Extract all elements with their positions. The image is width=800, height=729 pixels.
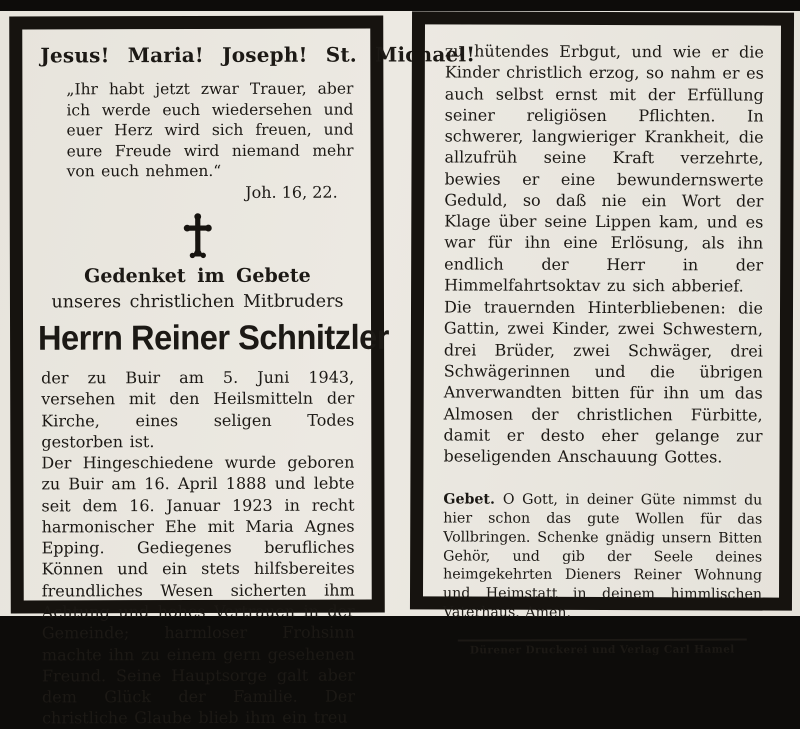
paper-sheet [0,11,800,728]
invocation-heading: Jesus! Maria! Joseph! St. Michael! [40,42,476,68]
prayer-text: O Gott, in deiner Güte nimmst du hier schon das gute Wollen für das Vollbringen. Schenke gnädig unsern Bitten Gehör, und gib der Seele deines heimgekehrten Dieners Reiner Wohnung und Heimstatt in deinem himmlischen Vaterhaus. Amen. [442,491,763,621]
mourners-paragraph: Die trauernden Hinterbliebenen: die Gattin, zwei Kinder, zwei Schwestern, drei Brüder, zwei Schwäger, drei Schwägerinnen und die übrigen Anverwandten bitten für ihn um das Almosen der christlichen Fürbitte, damit er desto eher gelange zur beseligenden Anschauung Gottes. [443,297,764,467]
cross-icon [41,211,354,264]
printer-credit: Dürener Druckerei und Verlag Carl Hamel [458,639,747,657]
memorial-subtitle: unseres christlichen Mitbruders [51,291,344,313]
memorial-intro: Gedenket im Gebete [84,264,311,288]
memorial-card-left-page [9,16,476,728]
prayer-label: Gebet. [443,491,495,508]
deceased-name: Herrn Reiner Schnitzler [37,317,390,358]
prayer-paragraph [443,491,762,623]
printer-credit-block [443,638,762,658]
obituary-continuation-paragraph: zu hütendes Erbgut, und wie er die Kinder christlich erzog, so nahm er es auch selbst ernst mit der Erfüllung seiner religiösen Pflichten. In schwerer, langwieriger Krankheit, die allzufrüh seine Kraft verzehrte, bewies er eine bewundernswerte Geduld, so daß nie ein Wort der Klage über seine Lippen kam, und es war für ihn eine Erlösung, als ihn endlich der Herr in der Himmelfahrtsoktav zu sich abberief. [444,41,764,296]
memorial-card-right-page [410,11,794,657]
scripture-citation: Joh. 16, 22. [245,182,338,202]
obituary-paragraph: der zu Buir am 5. Juni 1943, versehen mit den Heilsmitteln der Kirche, eines seligen Todes gestorben ist. [41,367,355,452]
obituary-paragraph: Der Hingeschiedene wurde geboren zu Buir am 16. April 1888 und lebte seit dem 16. Januar 1923 in recht harmonischer Ehe mit Maria Agnes Epping. Gediegenes berufliches Können und ein stets hilfsbereites freundliches Wesen sicherten ihm Achtung und hohes Vertrauen in der Gemeinde; harmloser Frohsinn machte ihn zu einem gern gesehenen Freund. Seine Hauptsorge galt aber dem Glück der Familie. Der christliche Glaube blieb ihm ein treu [41,452,356,728]
scripture-quote: „Ihr habt jetzt zwar Trauer, aber ich werde euch wiedersehen und euer Herz wird sich freuen, und eure Freude wird niemand mehr von euch nehmen.“ [66,79,354,181]
